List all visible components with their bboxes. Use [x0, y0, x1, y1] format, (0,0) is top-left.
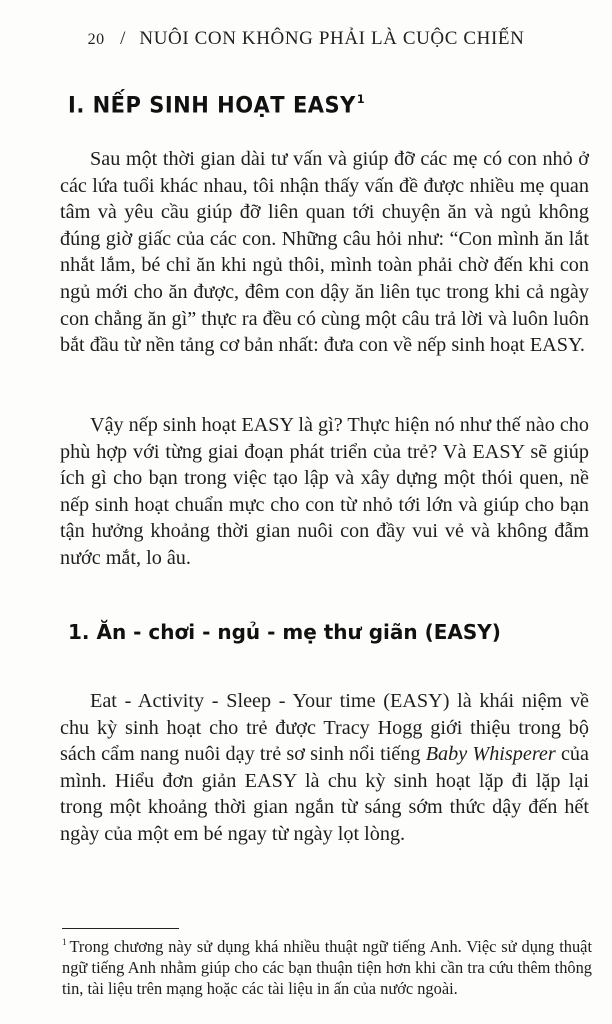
paragraph-what-is-easy: Vậy nếp sinh hoạt EASY là gì? Thực hiện nó như thế nào cho phù hợp với từng giai đoạn phát triển của trẻ? Và EASY sẽ giúp ích gì cho bạn trong việc tạo lập và xây dựng một thói quen, nề nếp sinh hoạt chuẩn mực cho con từ nhỏ tới lớn và giúp cho bạn tận hưởng khoảng thời gian nuôi con đầy vui vẻ và không đẫm nước mắt, lo âu.	[60, 414, 589, 569]
paragraph-intro: Sau một thời gian dài tư vấn và giúp đỡ các mẹ có con nhỏ ở các lứa tuổi khác nhau, tôi nhận thấy vấn đề được nhiều mẹ quan tâm và yêu cầu giúp đỡ liên quan tới chuyện ăn và ngủ không đúng giờ giấc của các con. Những câu hỏi như: “Con mình ăn lắt nhắt lắm, bé chỉ ăn khi ngủ thôi, mình toàn phải chờ đến khi con ngủ mới cho ăn được, đêm con dậy ăn liên tục trong khi cả ngày con chẳng ăn gì” thực ra đều có cùng một câu trả lời và luôn luôn bắt đầu từ nền tảng cơ bản nhất: đưa con về nếp sinh hoạt EASY.	[60, 148, 589, 357]
footnote-reference: 1	[356, 92, 366, 107]
book-title: NUÔI CON KHÔNG PHẢI LÀ CUỘC CHIẾN	[139, 28, 525, 49]
footnote-divider	[62, 928, 179, 929]
page-number: 20	[87, 31, 105, 48]
easy-definition-text-end: của mình. Hiểu đơn giản EASY là chu kỳ sinh hoạt lặp đi lặp lại trong một khoảng thời gian ngắn từ sáng sớm thức dậy đến hết ngày của một em bé ngay từ ngày lọt lòng.	[60, 743, 589, 845]
footnote-marker: 1	[62, 937, 67, 947]
subsection-heading: 1. Ăn - chơi - ngủ - mẹ thư giãn (EASY)	[68, 620, 501, 644]
section-heading	[68, 92, 365, 117]
running-head	[0, 28, 612, 50]
running-head-separator: /	[120, 28, 127, 49]
section-heading-text: I. NẾP SINH HOẠT EASY	[68, 92, 356, 118]
paragraph-easy-definition	[60, 688, 589, 848]
book-title-italic: Baby Whisperer	[425, 743, 556, 766]
footnote	[62, 932, 592, 999]
easy-definition-text-start: Eat - Activity - Sleep - Your time (EASY) là khái niệm về chu kỳ sinh hoạt cho trẻ được Tracy Hogg giới thiệu trong bộ sách cẩm nang nuôi dạy trẻ sơ sinh nổi tiếng	[60, 690, 589, 766]
footnote-text: Trong chương này sử dụng khá nhiều thuật ngữ tiếng Anh. Việc sử dụng thuật ngữ tiếng Anh nhằm giúp cho các bạn thuận tiện hơn khi cần tra cứu thêm thông tin, tài liệu trên mạng hoặc các tài liệu in ấn của nước ngoài.	[62, 937, 592, 998]
